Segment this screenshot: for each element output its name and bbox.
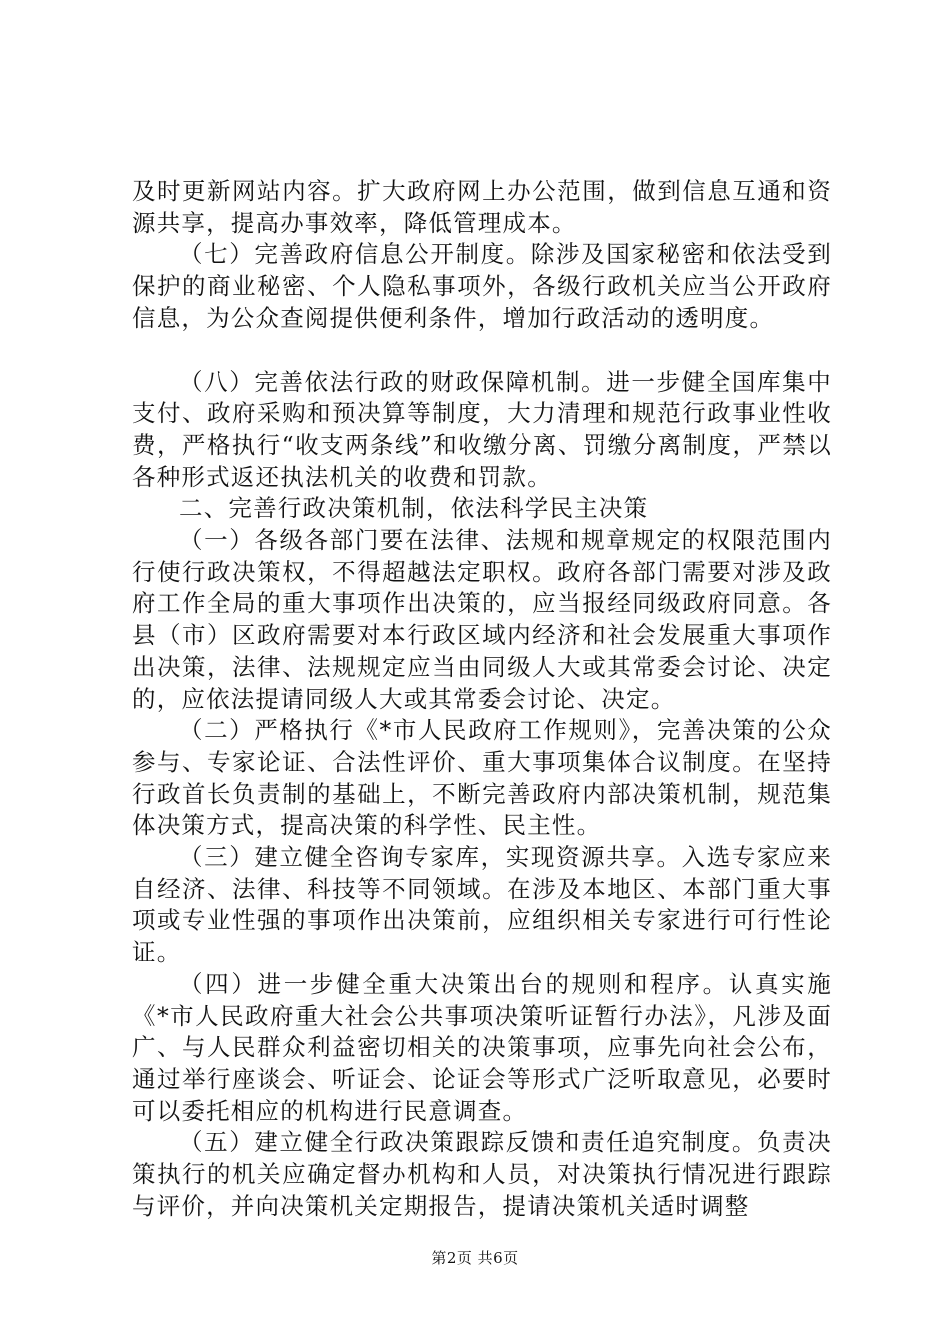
paragraph-item-3: （三）建立健全咨询专家库，实现资源共享。入选专家应来自经济、法律、科技等不同领域。在涉及本地区、本部门重大事项或专业性强的事项作出决策前，应组织相关专家进行可行性论证。 bbox=[132, 843, 832, 967]
paragraph-item-1: （一）各级各部门要在法律、法规和规章规定的权限范围内行使行政决策权，不得超越法定职权。政府各部门需要对涉及政府工作全局的重大事项作出决策的，应当报经同级政府同意。各县（市）区政府需要对本行政区域内经济和社会发展重大事项作出决策，法律、法规规定应当由同级人大或其常委会讨论、决定的，应依法提请同级人大或其常委会讨论、决定。 bbox=[132, 526, 832, 713]
paragraph-section-8: （八）完善依法行政的财政保障机制。进一步健全国库集中支付、政府采购和预决算等制度，大力清理和规范行政事业性收费，严格执行“收支两条线”和收缴分离、罚缴分离制度，严禁以各种形式返还执法机关的收费和罚款。 bbox=[132, 367, 832, 491]
page-number-footer: 第2页 共6页 bbox=[431, 1249, 519, 1267]
paragraph-item-5: （五）建立健全行政决策跟踪反馈和责任追究制度。负责决策执行的机关应确定督办机构和人员，对决策执行情况进行跟踪与评价，并向决策机关定期报告，提请决策机关适时调整 bbox=[132, 1128, 832, 1220]
paragraph-item-4: （四）进一步健全重大决策出台的规则和程序。认真实施《*市人民政府重大社会公共事项决策听证暂行办法》，凡涉及面广、与人民群众利益密切相关的决策事项，应事先向社会公布，通过举行座谈会、听证会、论证会等形式广泛听取意见，必要时可以委托相应的机构进行民意调查。 bbox=[132, 969, 832, 1125]
heading-section-2: 二、完善行政决策机制，依法科学民主决策 bbox=[179, 494, 649, 523]
document-body bbox=[132, 176, 832, 1223]
paragraph-item-2: （二）严格执行《*市人民政府工作规则》，完善决策的公众参与、专家论证、合法性评价、重大事项集体合议制度。在坚持行政首长负责制的基础上，不断完善政府内部决策机制，规范集体决策方式，提高决策的科学性、民主性。 bbox=[132, 716, 832, 840]
paragraph-continuation: 及时更新网站内容。扩大政府网上办公范围，做到信息互通和资源共享，提高办事效率，降低管理成本。 bbox=[132, 177, 832, 237]
paragraph-section-7: （七）完善政府信息公开制度。除涉及国家秘密和依法受到保护的商业秘密、个人隐私事项外，各级行政机关应当公开政府信息，为公众查阅提供便利条件，增加行政活动的透明度。 bbox=[132, 240, 832, 332]
